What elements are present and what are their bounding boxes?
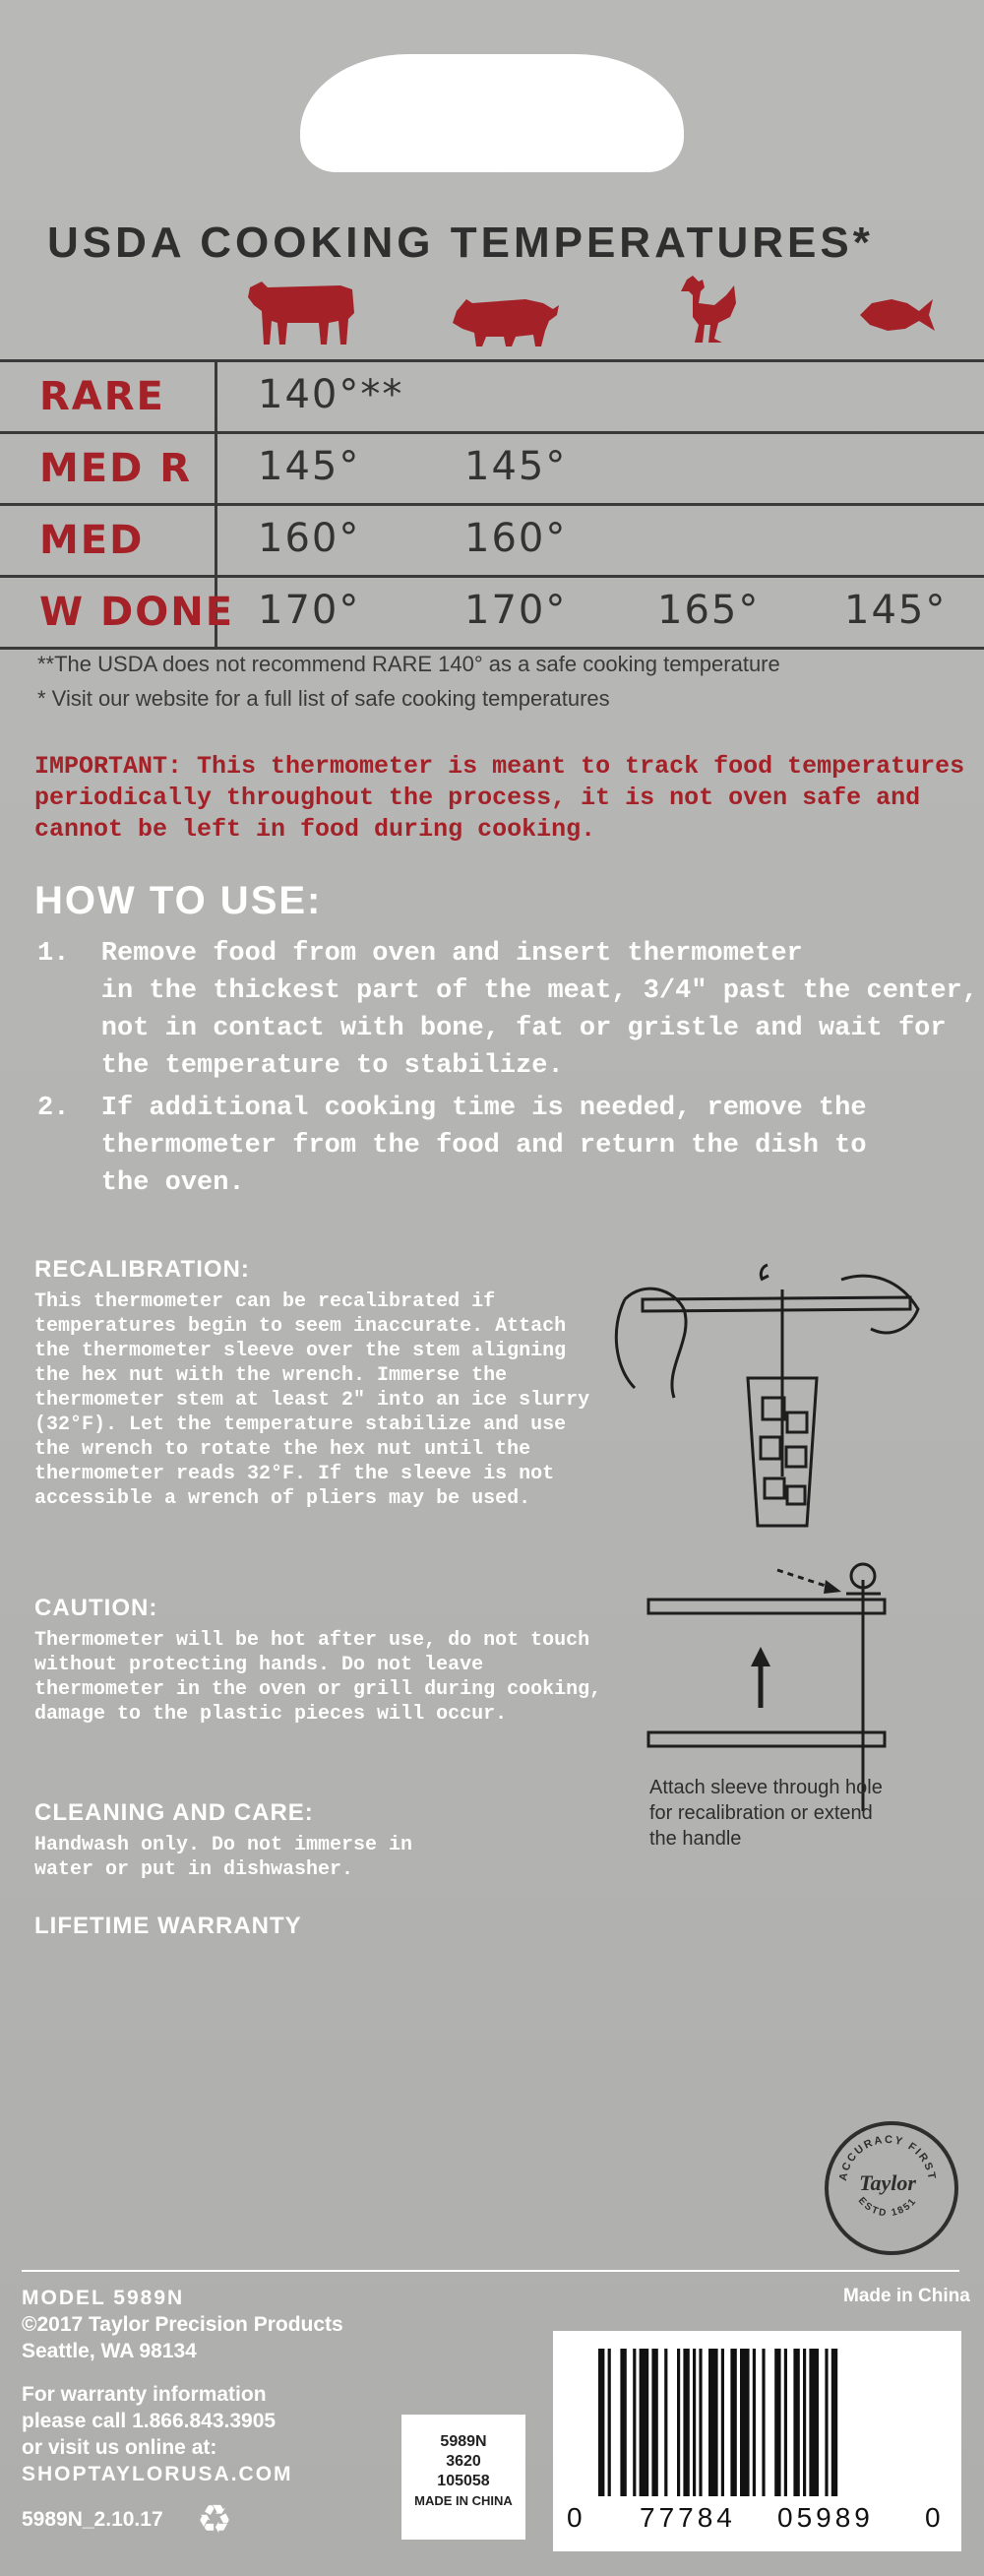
table-row [0, 359, 984, 431]
chicken-icon [679, 274, 738, 346]
barcode-bar [608, 2349, 611, 2496]
recalibration-title: RECALIBRATION: [34, 1256, 250, 1283]
diagram-caption: Attach sleeve through hole for recalibration or extend the handle [649, 1777, 883, 1850]
table-row [0, 431, 984, 503]
barcode-bar [831, 2349, 837, 2496]
barcode-bar [683, 2349, 689, 2496]
temp-cell: 165° [657, 588, 761, 633]
page-title: USDA COOKING TEMPERATURES* [47, 219, 874, 267]
svg-text:ACCURACY FIRST: ACCURACY FIRST [836, 2133, 938, 2182]
caution-body: Thermometer will be hot after use, do not touch without protecting hands. Do not leave thermometer in the oven or grill during cooking, damage to the plastic pieces will occur. [34, 1629, 602, 1726]
barcode-bar [708, 2349, 718, 2496]
barcode-bar [640, 2349, 649, 2496]
barcode-digit: 0 [925, 2502, 945, 2533]
made-in-china: Made in China [843, 2286, 970, 2306]
row-label: RARE [39, 374, 165, 419]
caution-title: CAUTION: [34, 1595, 158, 1621]
barcode-bar [721, 2349, 724, 2496]
row-label: MED [39, 518, 145, 563]
hang-hole [300, 54, 684, 172]
warranty-title: LIFETIME WARRANTY [34, 1913, 302, 1939]
website-link[interactable]: SHOPTAYLORUSA.COM [22, 2463, 293, 2485]
barcode-bar [740, 2349, 750, 2496]
barcode-bar [753, 2349, 756, 2496]
howto-step-2: 2. If additional cooking time is needed, remove the thermometer from the food and return the dish to the oven. [37, 1094, 867, 1198]
barcode-bar [664, 2349, 667, 2496]
barcode-digits: 77784 [640, 2502, 736, 2533]
temp-cell: 140°** [258, 372, 404, 417]
barcode-digit: 0 [567, 2502, 586, 2533]
barcode-bar [809, 2349, 819, 2496]
important-notice: IMPORTANT: This thermometer is meant to track food temperatures periodically throughout the process, it is not oven safe and cannot be left in food during cooking. [34, 752, 965, 844]
city: Seattle, WA 98134 [22, 2340, 197, 2362]
seal-graphic [825, 2121, 951, 2247]
barcode-bar [598, 2349, 604, 2496]
upc-barcode [553, 2331, 961, 2551]
ice-glass-illustration [605, 1250, 920, 1545]
row-label: MED R [39, 446, 193, 491]
barcode-bar [793, 2349, 799, 2496]
warranty-visit: or visit us online at: [22, 2436, 217, 2459]
recycle-icon: ♻ [197, 2498, 232, 2542]
taylor-seal-logo [825, 2121, 958, 2255]
temperature-table [0, 359, 984, 650]
barcode-bar [803, 2349, 806, 2496]
row-label: W DONE [39, 590, 235, 635]
barcode-bar [784, 2349, 787, 2496]
temp-cell: 160° [258, 516, 361, 561]
sleeve-illustration [645, 1560, 900, 1811]
fish-icon [858, 295, 937, 335]
sku-sticker: 5989N 3620 105058 MADE IN CHINA [401, 2415, 525, 2540]
barcode-bar [730, 2349, 736, 2496]
cleaning-title: CLEANING AND CARE: [34, 1799, 314, 1826]
temp-cell: 160° [464, 516, 568, 561]
temp-cell: 145° [464, 444, 568, 489]
barcode-digits: 05989 [777, 2502, 874, 2533]
temp-cell: 145° [258, 444, 361, 489]
barcode-bar [825, 2349, 828, 2496]
svg-text:ESTD 1851: ESTD 1851 [855, 2195, 920, 2220]
cow-icon [246, 276, 364, 346]
howto-title: HOW TO USE: [34, 879, 323, 922]
pig-icon [451, 291, 561, 348]
warranty-phone: please call 1.866.843.3905 [22, 2410, 277, 2432]
cleaning-body: Handwash only. Do not immerse in water or put in dishwasher. [34, 1834, 413, 1881]
warranty-info: For warranty information [22, 2383, 267, 2406]
barcode-bar [677, 2349, 680, 2496]
howto-step-1: 1. Remove food from oven and insert thermometer in the thickest part of the meat, 3/4" past the center, not in contact with bone, fat or gristle and wait for the temperature to stabilize. [37, 939, 978, 1081]
barcode-bar [762, 2349, 765, 2496]
print-code: 5989N_2.10.17 [22, 2508, 163, 2531]
recalibration-body: This thermometer can be recalibrated if temperatures begin to seem inaccurate. Attach the thermometer sleeve over the stem aligning the hex nut with the wrench. Immerse the thermometer stem at least 2" into an ice slurry (32°F). Let the temperature stabilize and use the wrench to rotate the hex nut until the thermometer reads 32°F. If the sleeve is not accessible a wrench of pliers may be used. [34, 1290, 590, 1510]
copyright: ©2017 Taylor Precision Products [22, 2313, 343, 2336]
table-row [0, 503, 984, 575]
temp-cell: 170° [258, 588, 361, 633]
temp-cell: 170° [464, 588, 568, 633]
footnote-rare: **The USDA does not recommend RARE 140° as a safe cooking temperature [37, 652, 780, 676]
footnote-website: * Visit our website for a full list of safe cooking temperatures [37, 686, 610, 711]
barcode-bar [620, 2349, 626, 2496]
barcode-bar [651, 2349, 657, 2496]
table-row [0, 575, 984, 650]
barcode-bars [598, 2349, 913, 2496]
temp-cell: 145° [844, 588, 948, 633]
footer-divider [22, 2270, 959, 2272]
barcode-bar [699, 2349, 702, 2496]
barcode-bar [633, 2349, 636, 2496]
model-number: MODEL 5989N [22, 2287, 185, 2309]
barcode-bar [693, 2349, 696, 2496]
svg-text:Taylor: Taylor [859, 2170, 916, 2195]
barcode-bar [774, 2349, 780, 2496]
